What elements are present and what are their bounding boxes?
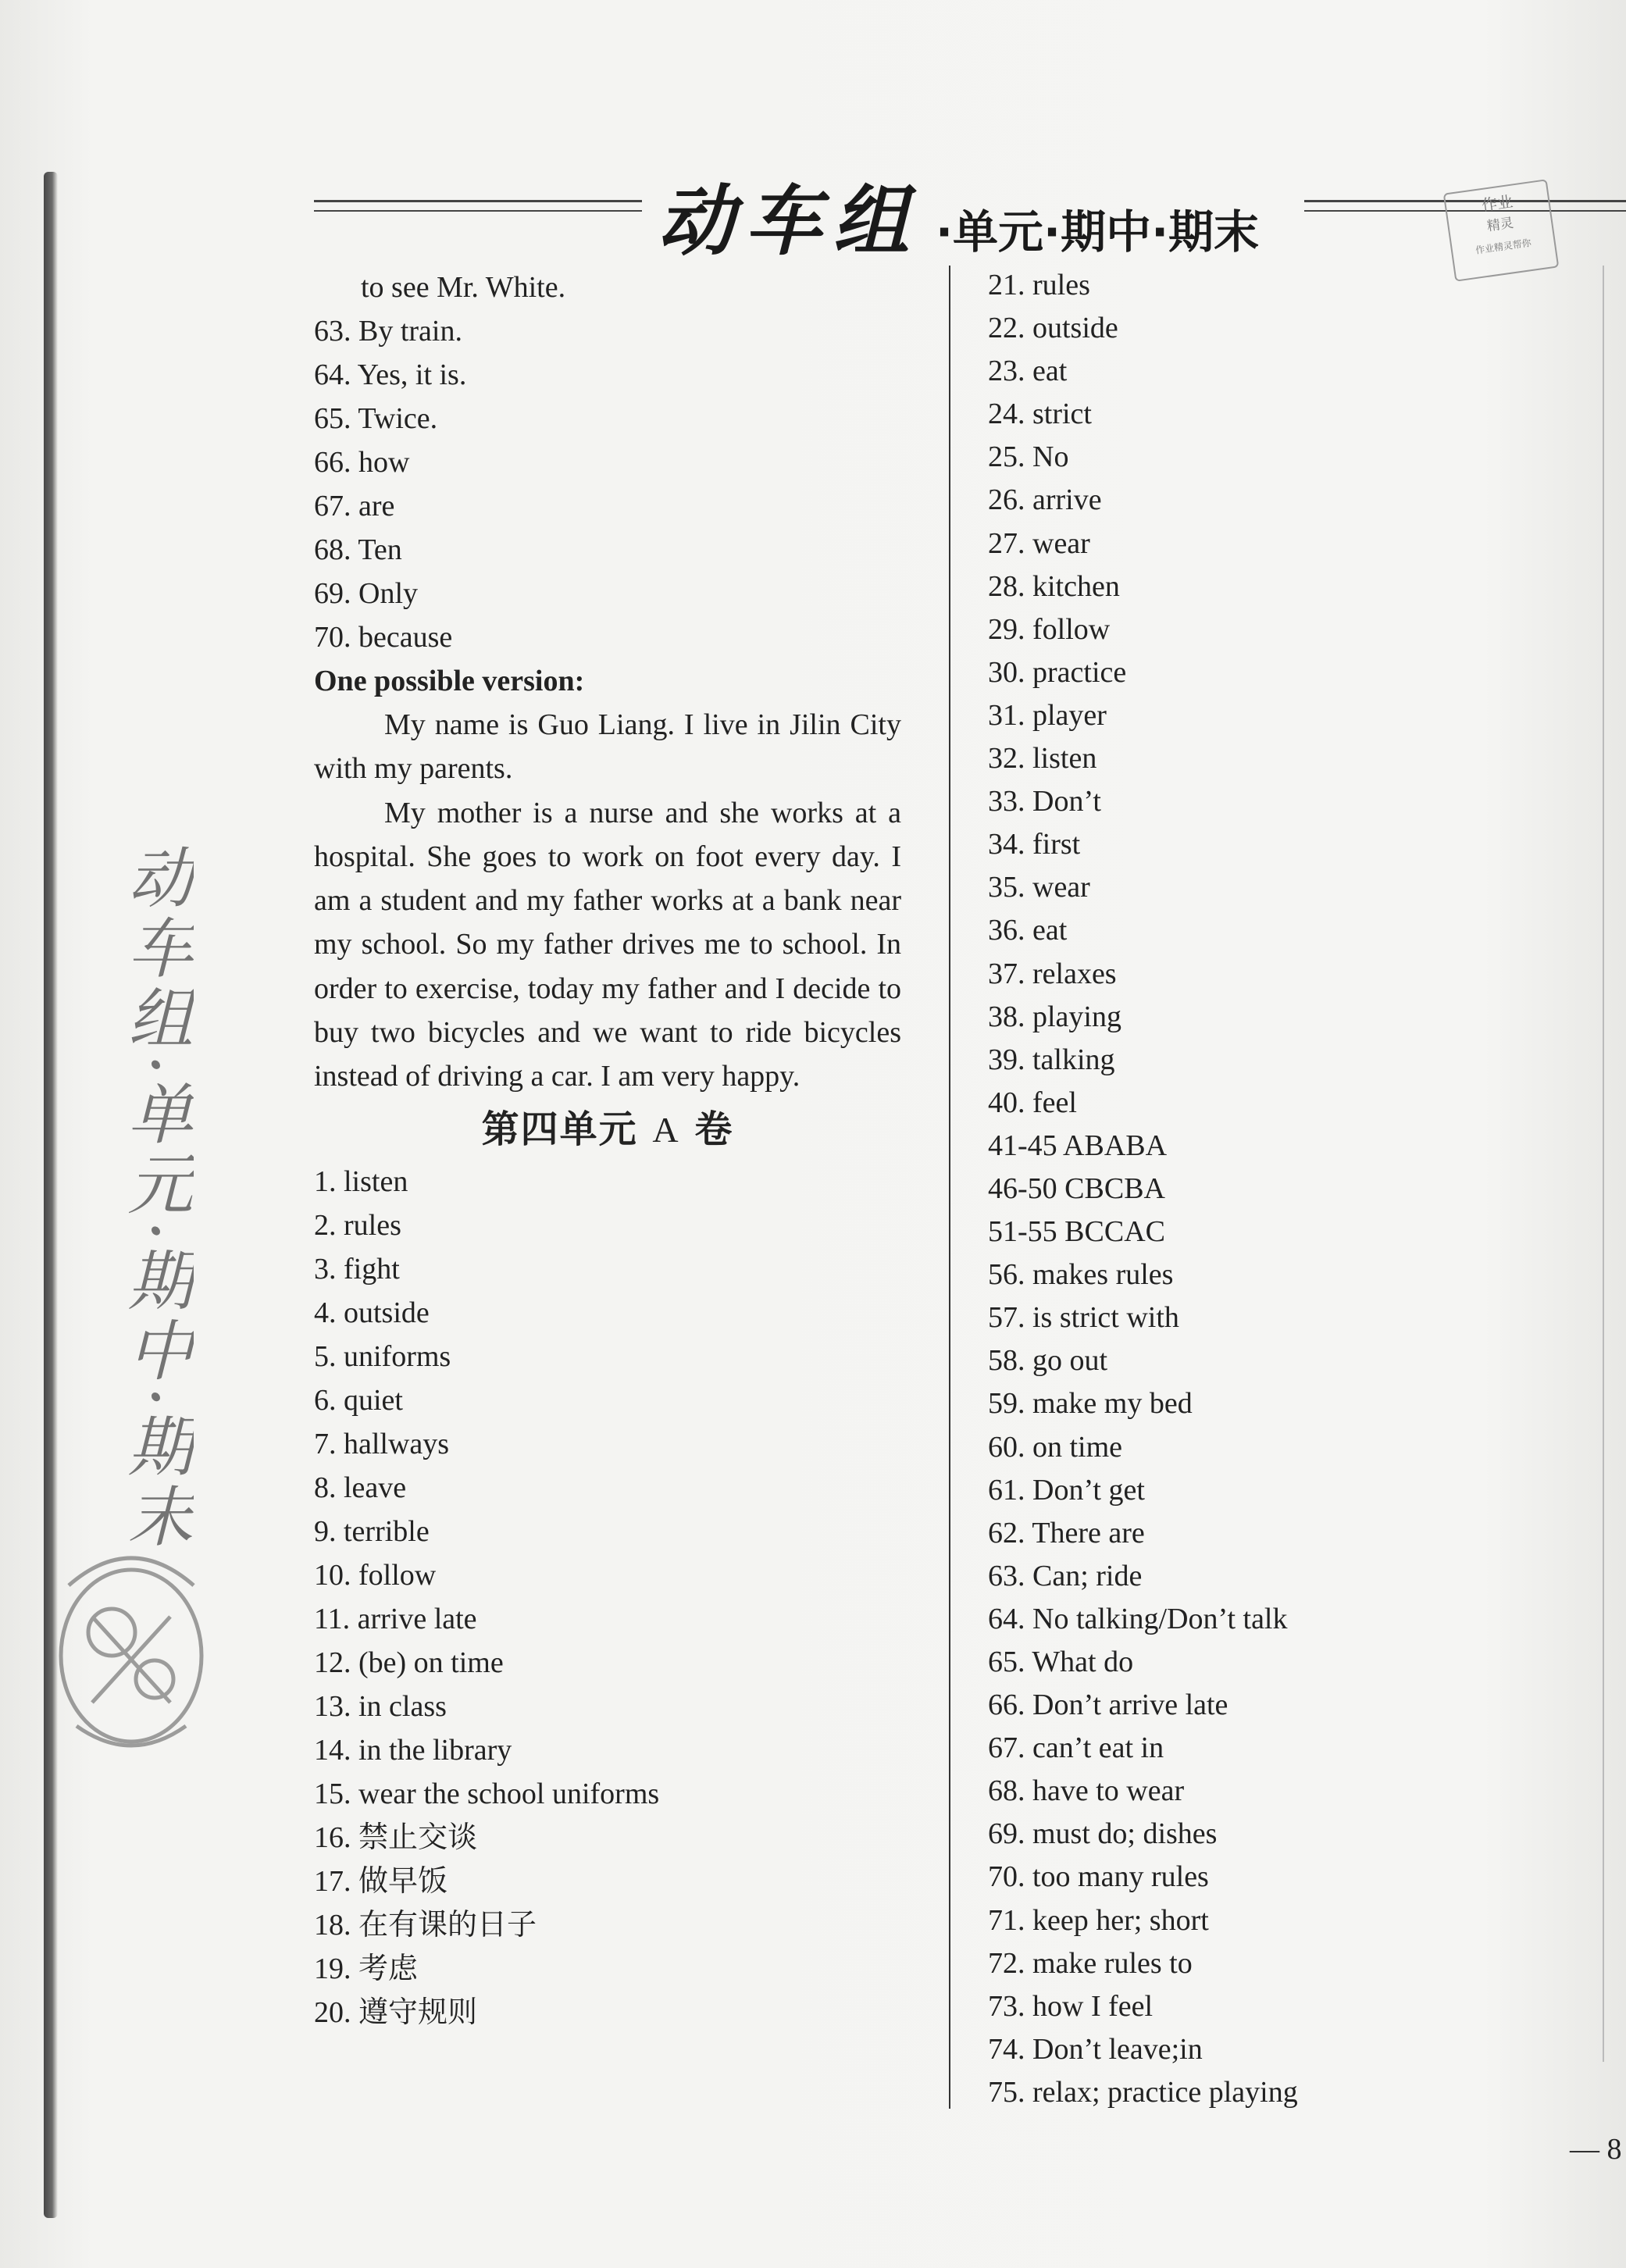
- answer-line: 35. wear: [988, 871, 1090, 904]
- answer-line: 22. outside: [988, 312, 1118, 345]
- answer-line: 25. No: [988, 440, 1069, 474]
- answer-line: 31. player: [988, 698, 1107, 732]
- header-rule-left: [314, 200, 642, 212]
- right-margin-rule: [1603, 266, 1604, 2062]
- answer-line: 15. wear the school uniforms: [314, 1777, 660, 1810]
- answer-line: 7. hallways: [314, 1427, 450, 1460]
- answer-line: 11. arrive late: [314, 1602, 477, 1635]
- header-subtitle: ·单元·期中·期末: [936, 205, 1260, 259]
- answer-line: 12. (be) on time: [314, 1646, 504, 1679]
- stamp-line: 精灵: [1485, 215, 1515, 235]
- answer-line: 68. have to wear: [988, 1774, 1185, 1808]
- answer-line: 20. 遵守规则: [314, 1995, 478, 2029]
- answer-line: 24. strict: [988, 398, 1092, 431]
- answer-line: 46-50 CBCBA: [988, 1171, 1165, 1205]
- answer-line: 19. 考虑: [314, 1952, 419, 1985]
- answer-line: 67. can’t eat in: [988, 1731, 1164, 1765]
- answer-line: 5. uniforms: [314, 1339, 451, 1373]
- answer-line: 10. follow: [314, 1558, 437, 1592]
- answer-line: 64. Yes, it is.: [314, 358, 467, 391]
- answer-line: 62. There are: [988, 1516, 1145, 1549]
- page-header: [658, 160, 1259, 270]
- answer-line: 65. Twice.: [314, 402, 438, 435]
- answer-line: 26. arrive: [988, 483, 1102, 517]
- answer-line: 32. listen: [988, 742, 1097, 776]
- answer-line: 39. talking: [988, 1043, 1115, 1076]
- answer-line: 38. playing: [988, 1000, 1121, 1033]
- answer-line: 18. 在有课的日子: [314, 1908, 537, 1942]
- answer-line: 2. rules: [314, 1208, 401, 1242]
- answer-line: 34. first: [988, 828, 1081, 861]
- answer-line: 23. eat: [988, 355, 1068, 388]
- section-title-cn: 第四单元: [481, 1107, 638, 1151]
- answer-line: 9. terrible: [314, 1514, 430, 1548]
- right-column: [988, 264, 1581, 2114]
- essay-paragraph: My mother is a nurse and she works at a hospital. She goes to work on foot every day. I am a student and my father works at a bank near my school. So my father drives me to school. In order to exercise, today my father and I decide to buy two bicycles and we want to ride bicycles instead of driving a car. I am very happy.: [314, 796, 901, 1093]
- paper-cut-ornament-icon: [37, 1523, 225, 1773]
- answer-line: 8. leave: [314, 1471, 407, 1504]
- version-heading: One possible version:: [314, 665, 585, 697]
- answer-line: 64. No talking/Don’t talk: [988, 1602, 1288, 1635]
- answer-line: 74. Don’t leave;in: [988, 2032, 1203, 2066]
- answer-line: 69. Only: [314, 577, 418, 610]
- answer-line: to see Mr. White.: [361, 271, 566, 304]
- answer-line: 57. is strict with: [988, 1301, 1179, 1335]
- answer-line: 70. too many rules: [988, 1860, 1209, 1894]
- answer-line: 59. make my bed: [988, 1387, 1193, 1421]
- section-title-suffix: 卷: [694, 1107, 734, 1151]
- answer-line: 75. relax; practice playing: [988, 2075, 1298, 2109]
- answer-line: 14. in the library: [314, 1733, 512, 1767]
- answer-line: 56. makes rules: [988, 1258, 1174, 1292]
- column-divider: [949, 266, 950, 2109]
- answer-line: 66. how: [314, 446, 410, 479]
- answer-line: 61. Don’t get: [988, 1473, 1145, 1507]
- stamp-line: 作业精灵帮你: [1474, 237, 1532, 256]
- section-title-latin: A: [652, 1109, 680, 1150]
- answer-line: 51-55 BCCAC: [988, 1215, 1165, 1249]
- answer-line: 17. 做早饭: [314, 1864, 448, 1898]
- answer-line: 36. eat: [988, 914, 1068, 947]
- answer-line: 13. in class: [314, 1689, 447, 1723]
- left-answer-list: [314, 1160, 901, 2034]
- answer-line: 63. Can; ride: [988, 1559, 1143, 1592]
- answer-line: 66. Don’t arrive late: [988, 1689, 1228, 1722]
- answer-line: 6. quiet: [314, 1383, 403, 1417]
- essay-paragraph: My name is Guo Liang. I live in Jilin City with my parents.: [314, 708, 901, 786]
- answer-line: 72. make rules to: [988, 1946, 1193, 1980]
- answer-line: 58. go out: [988, 1344, 1108, 1378]
- answer-line: 37. relaxes: [988, 957, 1117, 990]
- answer-line: 65. What do: [988, 1646, 1134, 1678]
- left-column: [314, 266, 901, 2034]
- answer-line: 71. keep her; short: [988, 1903, 1209, 1937]
- answer-line: 67. are: [314, 490, 395, 522]
- answer-line: 30. practice: [988, 655, 1127, 689]
- answer-line: 16. 禁止交谈: [314, 1820, 478, 1854]
- answer-line: 1. listen: [314, 1164, 408, 1198]
- page-number: — 8: [1570, 2133, 1622, 2166]
- stamp-line: 作业: [1480, 191, 1514, 216]
- answer-line: 4. outside: [314, 1296, 430, 1329]
- side-vertical-title: 动车组·单元·期中·期末: [117, 843, 194, 1553]
- answer-line: 3. fight: [314, 1252, 400, 1286]
- answer-line: 68. Ten: [314, 533, 402, 566]
- answer-line: 28. kitchen: [988, 569, 1120, 603]
- answer-line: 73. how I feel: [988, 1989, 1154, 2023]
- answer-line: 70. because: [314, 621, 453, 654]
- answer-line: 63. By train.: [314, 315, 462, 348]
- answer-line: 40. feel: [988, 1086, 1077, 1119]
- answer-line: 33. Don’t: [988, 785, 1101, 818]
- answer-line: 41-45 ABABA: [988, 1129, 1168, 1162]
- section-title: [314, 1099, 901, 1160]
- answer-line: 27. wear: [988, 526, 1090, 560]
- binding-edge: [44, 172, 58, 2218]
- answer-line: 60. on time: [988, 1430, 1123, 1464]
- brand-title: 动车组: [658, 177, 921, 266]
- answer-line: 21. rules: [988, 269, 1090, 301]
- answer-line: 69. must do; dishes: [988, 1817, 1218, 1851]
- answer-line: 29. follow: [988, 612, 1111, 646]
